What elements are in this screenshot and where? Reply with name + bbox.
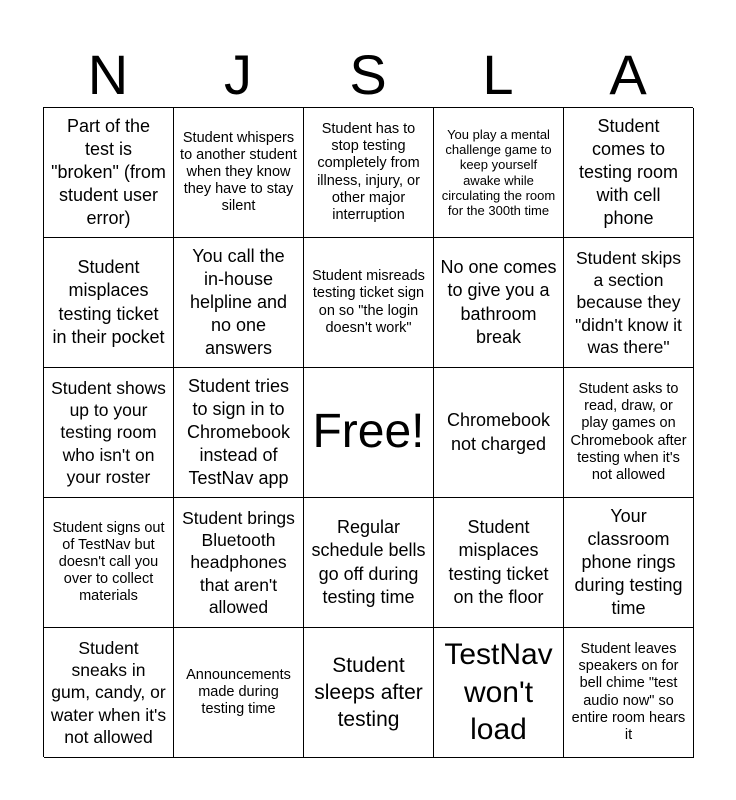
bingo-cell[interactable]: Student misplaces testing ticket on the floor [434,498,564,628]
bingo-cell[interactable]: TestNav won't load [434,628,564,758]
header-letter-s: S [349,42,387,106]
header-letter-j: J [224,42,252,106]
header-letter-n: N [87,42,129,106]
bingo-cell[interactable]: Student comes to testing room with cell phone [564,108,694,238]
bingo-cell[interactable]: Regular schedule bells go off during testing time [304,498,434,628]
bingo-cell[interactable]: Student shows up to your testing room who isn't on your roster [44,368,174,498]
header-letter-l: L [482,42,514,106]
bingo-cell[interactable]: Student skips a section because they "didn't know it was there" [564,238,694,368]
bingo-cell[interactable]: Student leaves speakers on for bell chime "test audio now" so entire room hears it [564,628,694,758]
bingo-cell[interactable]: Student whispers to another student when they know they have to stay silent [174,108,304,238]
bingo-cell[interactable]: Student sleeps after testing [304,628,434,758]
free-space[interactable]: Free! [304,368,434,498]
bingo-cell[interactable]: Student signs out of TestNav but doesn't call you over to collect materials [44,498,174,628]
bingo-cell[interactable]: Student tries to sign in to Chromebook instead of TestNav app [174,368,304,498]
bingo-cell[interactable]: Student misreads testing ticket sign on so "the login doesn't work" [304,238,434,368]
bingo-board [43,107,693,757]
bingo-cell[interactable]: Your classroom phone rings during testing time [564,498,694,628]
bingo-header [43,40,693,108]
bingo-cell[interactable]: You play a mental challenge game to keep yourself awake while circulating the room for the 300th time [434,108,564,238]
header-letter-a: A [609,42,647,106]
bingo-cell[interactable]: You call the in-house helpline and no one answers [174,238,304,368]
bingo-cell[interactable]: Chromebook not charged [434,368,564,498]
bingo-cell[interactable]: Student has to stop testing completely from illness, injury, or other major interruption [304,108,434,238]
bingo-cell[interactable]: Part of the test is "broken" (from student user error) [44,108,174,238]
bingo-cell[interactable]: Announcements made during testing time [174,628,304,758]
bingo-cell[interactable]: Student asks to read, draw, or play games on Chromebook after testing when it's not allowed [564,368,694,498]
bingo-cell[interactable]: Student brings Bluetooth headphones that aren't allowed [174,498,304,628]
bingo-cell[interactable]: Student misplaces testing ticket in their pocket [44,238,174,368]
bingo-cell[interactable]: Student sneaks in gum, candy, or water when it's not allowed [44,628,174,758]
bingo-cell[interactable]: No one comes to give you a bathroom break [434,238,564,368]
